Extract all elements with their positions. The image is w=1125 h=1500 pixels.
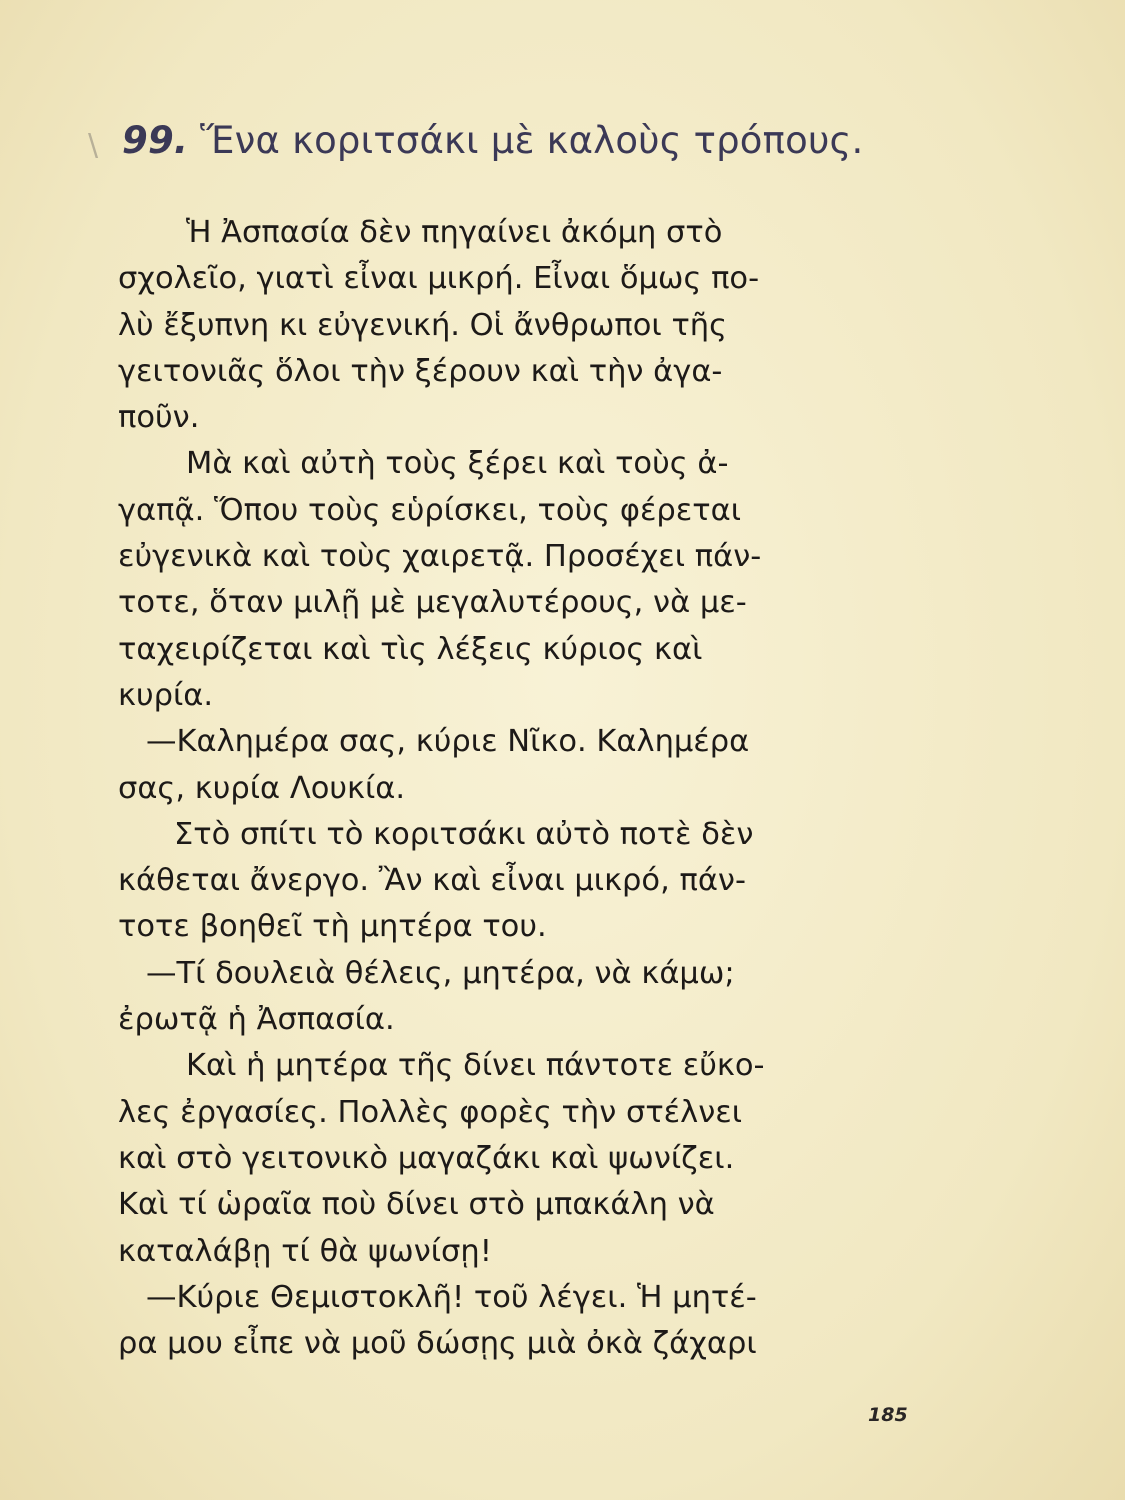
text-line: σχολεῖο, γιατὶ εἶναι μικρή. Εἶναι ὅμως πο- [118,261,760,297]
text-line: ἐρωτᾷ ἡ Ἀσπασία. [118,1002,395,1038]
text-line: Ἡ Ἀσπασία δὲν πηγαίνει ἀκόμη στὸ [186,215,723,250]
text-line: σας, κυρία Λουκία. [118,770,406,806]
text-line: Μὰ καὶ αὐτὴ τοὺς ξέρει καὶ τοὺς ἀ- [186,446,729,482]
story-text [118,210,948,1367]
text-line: γαπᾷ. Ὅπου τοὺς εὑρίσκει, τοὺς φέρεται [118,492,742,528]
text-line: τοτε βοηθεῖ τὴ μητέρα του. [118,909,547,945]
text-line: λες ἐργασίες. Πολλὲς φορὲς τὴν στέλνει [118,1094,743,1130]
text-line: Στὸ σπίτι τὸ κοριτσάκι αὐτὸ ποτὲ δὲν [174,816,754,852]
text-line: Καὶ ἡ μητέρα τῆς δίνει πάντοτε εὔκο- [186,1048,765,1084]
text-line: γειτονιᾶς ὅλοι τὴν ξέρουν καὶ τὴν ἀγα- [118,353,723,389]
text-line: τοτε, ὅταν μιλῇ μὲ μεγαλυτέρους, νὰ με- [118,585,747,621]
chapter-title: Ἕνα κοριτσάκι μὲ καλοὺς τρόπους. [200,119,864,162]
text-line: κάθεται ἄνεργο. Ἂν καὶ εἶναι μικρό, πάν- [118,863,746,899]
text-line: Καὶ τί ὡραῖα ποὺ δίνει στὸ μπακάλη νὰ [118,1187,715,1223]
text-line: ρα μου εἶπε νὰ μοῦ δώσῃς μιὰ ὀκὰ ζάχαρι [118,1326,757,1362]
text-line: εὐγενικὰ καὶ τοὺς χαιρετᾷ. Προσέχει πάν- [118,539,762,575]
chapter-heading [122,118,962,164]
text-line: λὺ ἔξυπνη κι εὐγενική. Οἱ ἄνθρωποι τῆς [118,307,728,343]
text-line: κυρία. [118,677,214,713]
page-number: 185 [868,1404,908,1426]
text-line: καταλάβῃ τί θὰ ψωνίσῃ! [118,1233,492,1269]
chapter-number: 99. [122,119,189,162]
margin-pencil-mark: \ [88,128,99,163]
text-line: —Καλημέρα σας, κύριε Νῖκο. Καλημέρα [146,724,750,760]
text-line: —Κύριε Θεμιστοκλῆ! τοῦ λέγει. Ἡ μητέ- [146,1279,757,1315]
text-line: —Τί δουλειὰ θέλεις, μητέρα, νὰ κάμω; [146,955,735,991]
text-line: ταχειρίζεται καὶ τὶς λέξεις κύριος καὶ [118,631,703,667]
text-line: καὶ στὸ γειτονικὸ μαγαζάκι καὶ ψωνίζει. [118,1140,735,1176]
text-line: ποῦν. [118,400,200,436]
